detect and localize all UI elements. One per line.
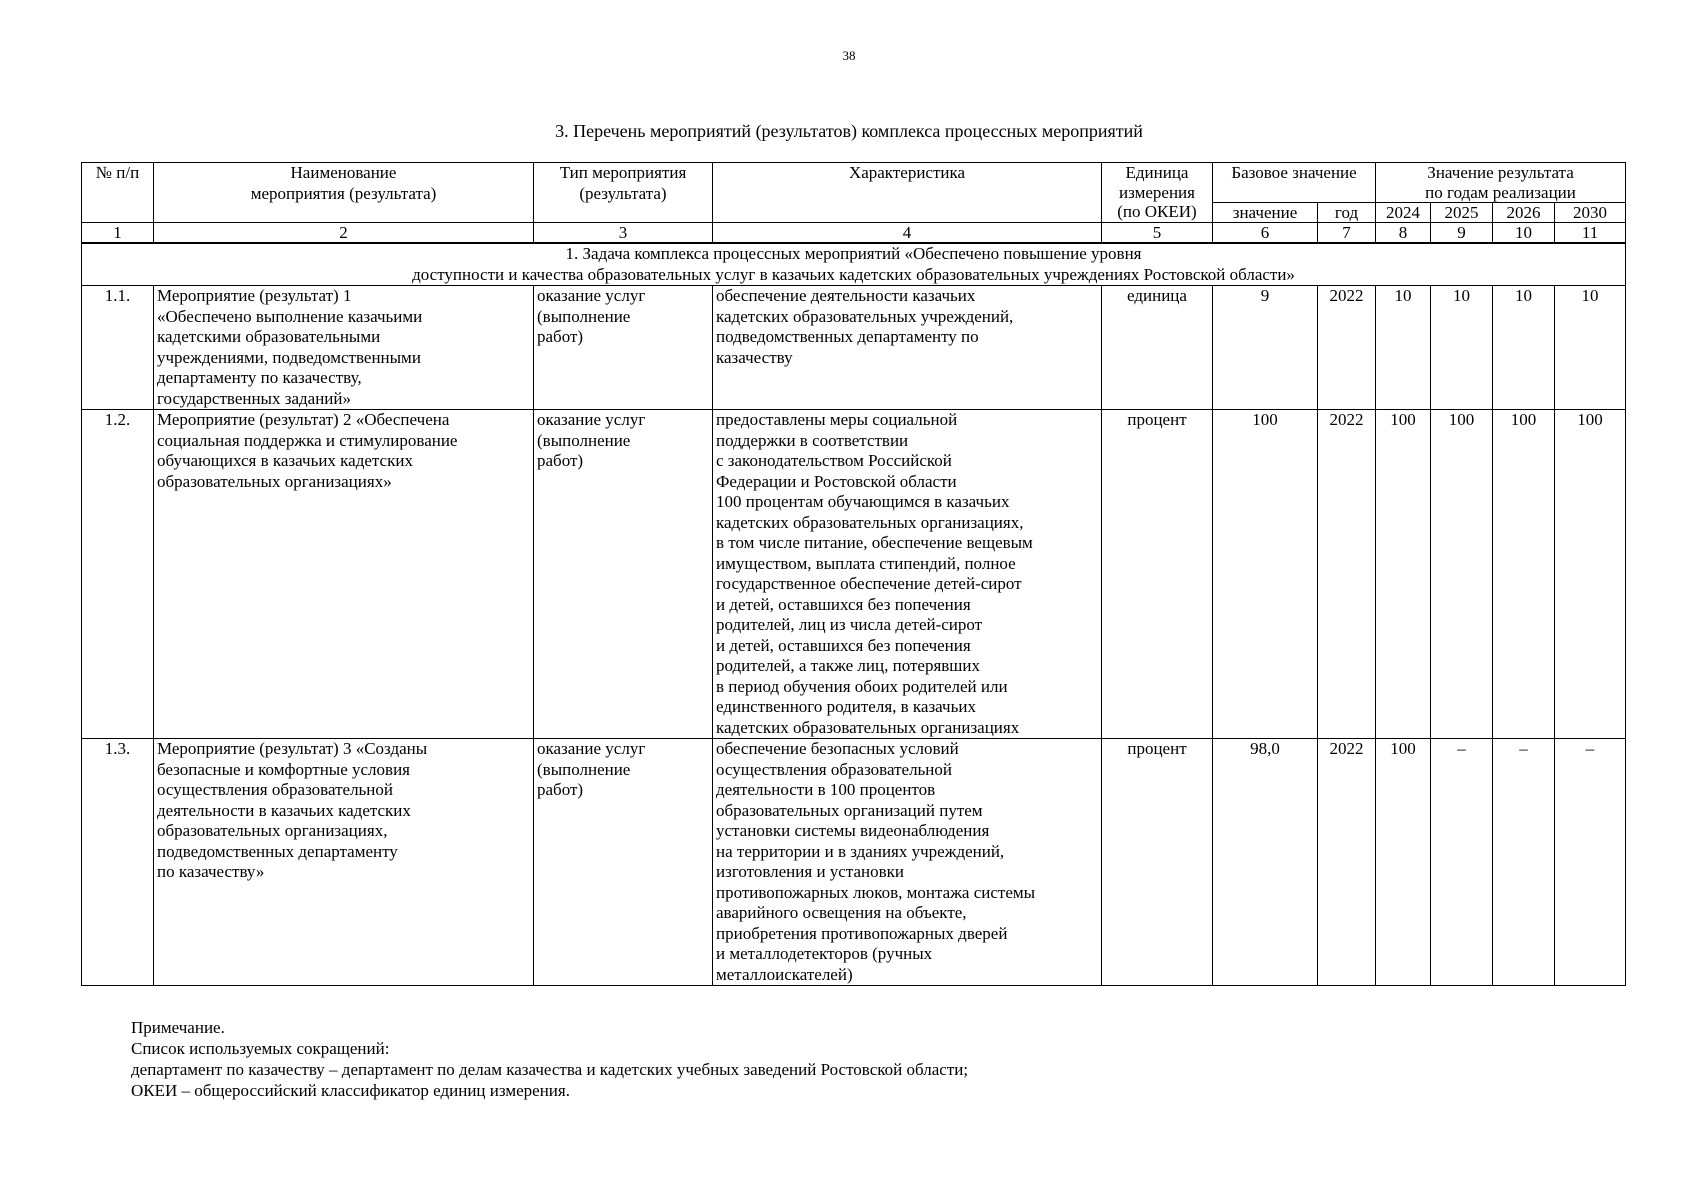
header-characteristic: Характеристика	[713, 163, 1102, 223]
row-num: 1.1.	[82, 286, 154, 410]
note-line: Список используемых сокращений:	[131, 1039, 390, 1058]
row-value-2030: 10	[1555, 286, 1626, 410]
task-row	[82, 243, 1626, 286]
column-number: 1	[82, 223, 154, 244]
row-base-value: 98,0	[1213, 739, 1318, 986]
row-base-value: 100	[1213, 410, 1318, 739]
row-value-2030: 100	[1555, 410, 1626, 739]
column-number: 9	[1431, 223, 1493, 244]
header-name: Наименование мероприятия (результата)	[154, 163, 534, 223]
row-type: оказание услуг (выполнение работ)	[534, 286, 713, 410]
header-year-2025: 2025	[1431, 203, 1493, 223]
row-type: оказание услуг (выполнение работ)	[534, 739, 713, 986]
column-number: 4	[713, 223, 1102, 244]
row-characteristic: обеспечение деятельности казачьих кадетских образовательных учреждений, подведомственных департаменту по казачеству	[713, 286, 1102, 410]
document-title: 3. Перечень мероприятий (результатов) комплекса процессных мероприятий	[555, 121, 1143, 141]
note-line: ОКЕИ – общероссийский классификатор единиц измерения.	[131, 1081, 570, 1100]
row-value-2025: –	[1431, 739, 1493, 986]
row-value-2024: 100	[1376, 739, 1431, 986]
header-year-2024: 2024	[1376, 203, 1431, 223]
row-value-2026: 100	[1493, 410, 1555, 739]
column-number: 10	[1493, 223, 1555, 244]
table-row	[82, 739, 1626, 986]
column-number: 11	[1555, 223, 1626, 244]
row-unit: единица	[1102, 286, 1213, 410]
header-type: Тип мероприятия (результата)	[534, 163, 713, 223]
row-base-year: 2022	[1318, 739, 1376, 986]
note-line: департамент по казачеству – департамент по делам казачества и кадетских учебных заведений Ростовской области;	[131, 1060, 969, 1079]
column-number: 3	[534, 223, 713, 244]
notes-section	[131, 1017, 968, 1101]
row-characteristic: предоставлены меры социальной поддержки в соответствии с законодательством Российской Федерации и Ростовской области 100 процентам обучающимся в казачьих кадетских образовательных организациях, в том числе питание, обеспечение вещевым имуществом, выплата стипендий, полное государственное обеспечение детей-сирот и детей, оставшихся без попечения родителей, лиц из числа детей-сирот и детей, оставшихся без попечения родителей, а также лиц, потерявших в период обучения обоих родителей или единственного родителя, в казачьих кадетских образовательных организациях	[713, 410, 1102, 739]
header-unit: Единица измерения (по ОКЕИ)	[1102, 163, 1213, 223]
page-number: 38	[842, 48, 856, 63]
header-year-2026: 2026	[1493, 203, 1555, 223]
row-name: Мероприятие (результат) 3 «Созданы безопасные и комфортные условия осуществления образовательной деятельности в казачьих кадетских образовательных организациях, подведомственных департаменту по казачеству»	[154, 739, 534, 986]
header-base: Базовое значение	[1213, 163, 1376, 203]
note-heading: Примечание.	[131, 1018, 225, 1037]
row-unit: процент	[1102, 410, 1213, 739]
row-type: оказание услуг (выполнение работ)	[534, 410, 713, 739]
column-number: 6	[1213, 223, 1318, 244]
column-number-row	[82, 223, 1626, 244]
header-base-value: значение	[1213, 203, 1318, 223]
row-name: Мероприятие (результат) 1 «Обеспечено выполнение казачьими кадетскими образовательными учреждениями, подведомственными департаменту по казачеству, государственных заданий»	[154, 286, 534, 410]
table-header-row	[82, 163, 1626, 203]
column-number: 2	[154, 223, 534, 244]
row-characteristic: обеспечение безопасных условий осуществления образовательной деятельности в 100 процентов образовательных организаций путем установки системы видеонаблюдения на территории и в зданиях учреждений, изготовления и установки противопожарных люков, монтажа системы аварийного освещения на объекте, приобретения противопожарных дверей и металлодетекторов (ручных металлоискателей)	[713, 739, 1102, 986]
header-num: № п/п	[82, 163, 154, 223]
table-row	[82, 410, 1626, 739]
row-value-2026: 10	[1493, 286, 1555, 410]
header-year-2030: 2030	[1555, 203, 1626, 223]
row-name: Мероприятие (результат) 2 «Обеспечена социальная поддержка и стимулирование обучающихся в казачьих кадетских образовательных организациях»	[154, 410, 534, 739]
table-row	[82, 286, 1626, 410]
task-heading: 1. Задача комплекса процессных мероприятий «Обеспечено повышение уровня доступности и качества образовательных услуг в казачьих кадетских образовательных учреждениях Ростовской области»	[82, 243, 1626, 286]
column-number: 5	[1102, 223, 1213, 244]
row-value-2026: –	[1493, 739, 1555, 986]
header-base-year: год	[1318, 203, 1376, 223]
row-value-2024: 10	[1376, 286, 1431, 410]
header-result: Значение результата по годам реализации	[1376, 163, 1626, 203]
row-value-2025: 10	[1431, 286, 1493, 410]
row-num: 1.3.	[82, 739, 154, 986]
column-number: 7	[1318, 223, 1376, 244]
measures-table	[81, 162, 1626, 986]
row-value-2025: 100	[1431, 410, 1493, 739]
row-num: 1.2.	[82, 410, 154, 739]
row-base-year: 2022	[1318, 410, 1376, 739]
row-value-2024: 100	[1376, 410, 1431, 739]
column-number: 8	[1376, 223, 1431, 244]
row-unit: процент	[1102, 739, 1213, 986]
row-base-value: 9	[1213, 286, 1318, 410]
row-value-2030: –	[1555, 739, 1626, 986]
row-base-year: 2022	[1318, 286, 1376, 410]
